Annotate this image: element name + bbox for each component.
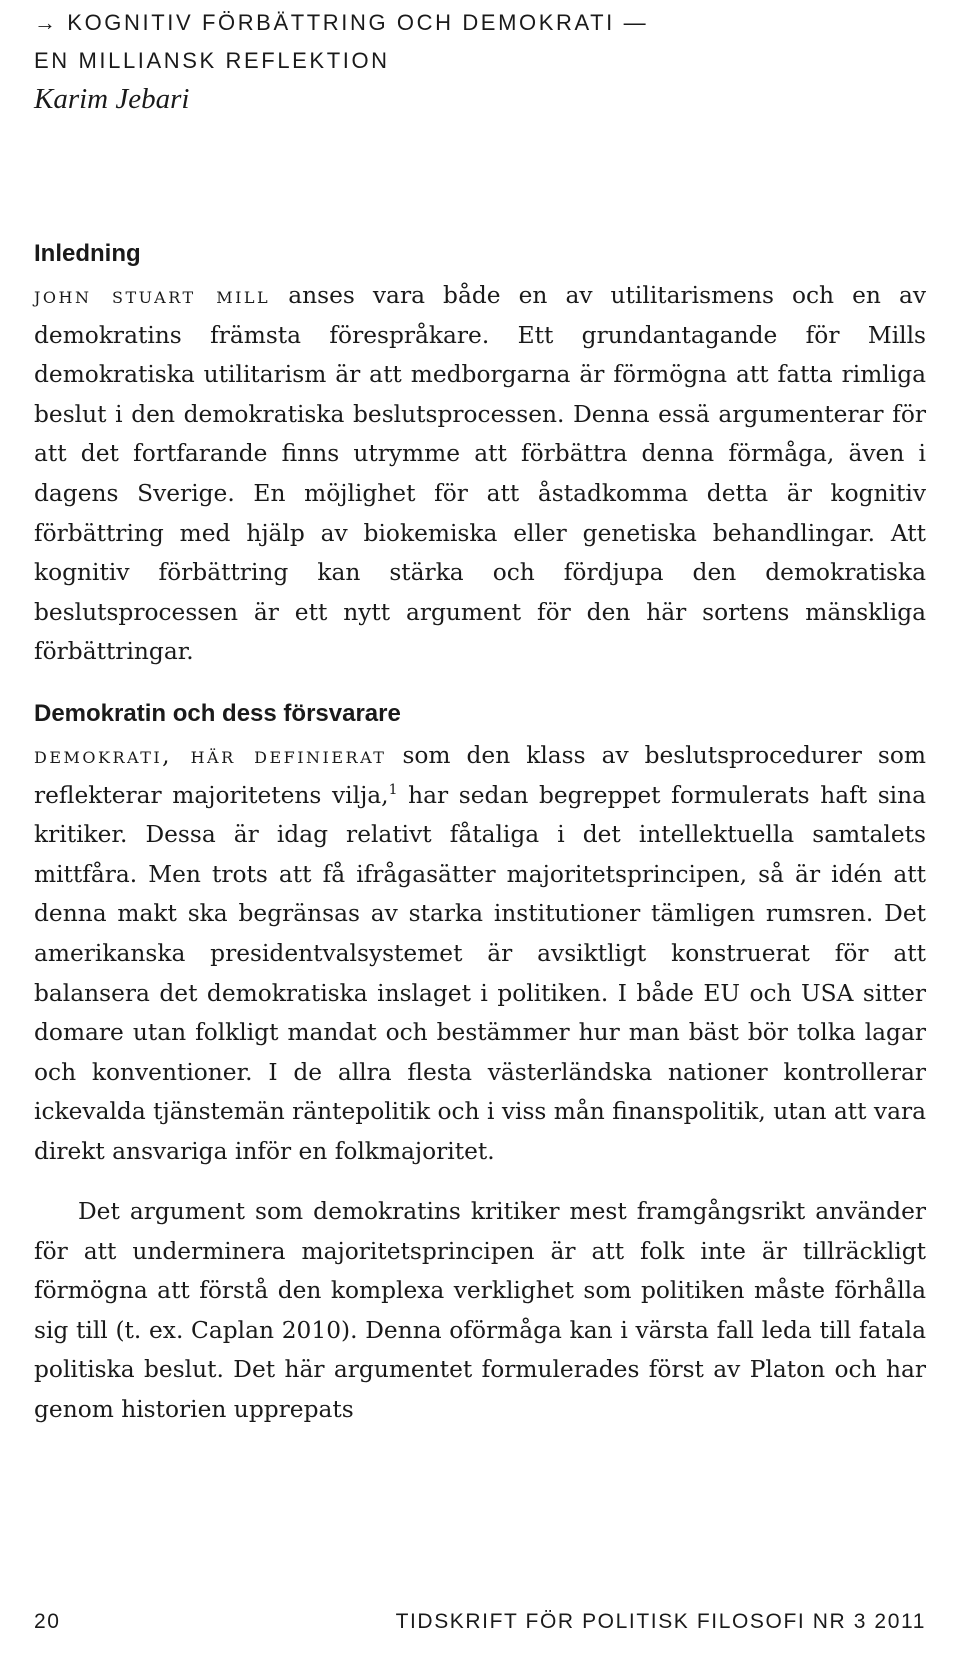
page-footer: [34, 1610, 926, 1634]
page-number: 20: [34, 1610, 61, 1633]
intro-body: anses vara både en av utilitarismens och en av demokratins främsta förespråkare. Ett grundantagande för Mills demokratiska utilitarism är att medborgarna är förmögna att fatta rimliga beslut i den demokratiska beslutsprocessen. Denna essä argumenterar för att det fortfarande finns utrymme att förbättra denna förmåga, även i dagens Sverige. En möjlighet för att åstadkomma detta är kognitiv förbättring med hjälp av biokemiska eller genetiska behandlingar. Att kognitiv förbättring kan stärka och fördjupa den demokratiska beslutsprocessen är ett nytt argument för den här sortens mänskliga förbättringar.: [34, 282, 927, 666]
article-kicker-line-2: EN MILLIANSK REFLEKTION: [34, 48, 390, 73]
intro-paragraph: [34, 276, 926, 672]
footnote-marker[interactable]: 1: [388, 781, 398, 798]
democracy-paragraph-2: Det argument som demokratins kritiker mest framgångsrikt använder för att underminera majoritetsprincipen är att folk inte är tillräckligt förmögna att förstå den komplexa verklighet som politiken måste förhålla sig till (t. ex. Caplan 2010). Denna oförmåga kan i värsta fall leda till fatala politiska beslut. Det här argumentet formulerades först av Platon och har genom historien upprepats: [34, 1198, 926, 1423]
democracy-body-after-note: har sedan begreppet formulerats haft sina kritiker. Dessa är idag relativt fåtaliga i det intellektuella samtalets mittfåra. Men trots att få ifrågasätter majoritetsprincipen, så är idén att denna makt ska begränsas av starka institutioner tämligen rumsren. Det amerikanska presidentvalsystemet är avsiktligt konstruerat för att balansera det demokratiska inslaget i politiken. I både EU och USA sitter domare utan folkligt mandat och bestämmer hur man bäst bör tolka lagar och konventioner. I de allra flesta västerländska nationer kontrollerar ickevalda tjänstemän räntepolitik och i viss mån finanspolitik, utan att vara direkt ansvariga inför en folkmajoritet.: [34, 781, 926, 1165]
democracy-paragraph-1: [34, 736, 926, 1172]
author-name: Karim Jebari: [34, 83, 190, 115]
journal-name: TIDSKRIFT FÖR POLITISK FILOSOFI NR 3 2011: [395, 1610, 926, 1633]
democracy-body-before-note: som den klass av beslutsprocedurer som reflekterar majoritetens vilja,: [34, 742, 926, 809]
democracy-lead-smallcaps: demokrati, här definierat: [34, 742, 387, 769]
section-heading-inledning: Inledning: [34, 240, 141, 267]
intro-lead-smallcaps: john stuart mill: [34, 282, 271, 309]
article-kicker-line-1: → KOGNITIV FÖRBÄTTRING OCH DEMOKRATI —: [34, 10, 649, 35]
section-heading-demokratin: Demokratin och dess försvarare: [34, 700, 401, 727]
article-header: [34, 4, 934, 116]
